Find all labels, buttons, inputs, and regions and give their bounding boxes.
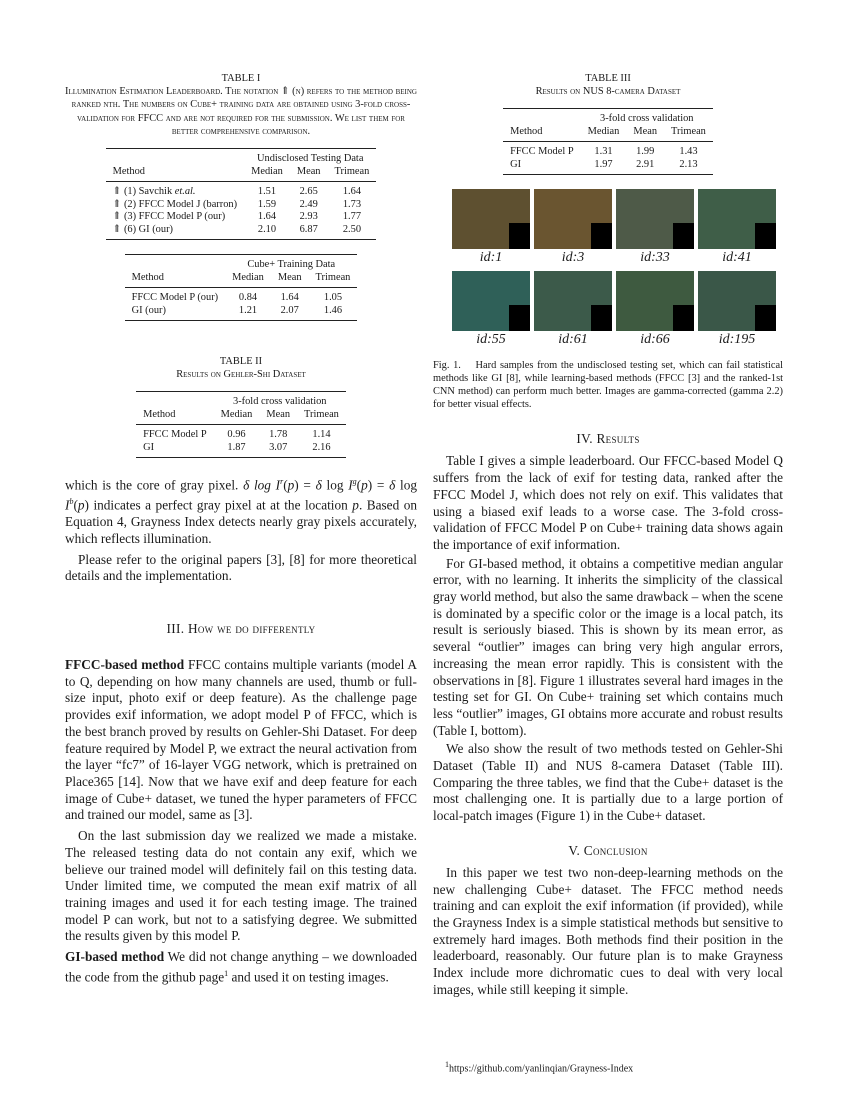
- image-id-label: id:33: [640, 250, 670, 266]
- figure-thumbnail: [534, 189, 612, 249]
- table3: 3-fold cross validation Method Median Mean Trimean FFCC Model P 1.31 1.99 1.43 GI 1.97 2.91 2.13: [503, 108, 713, 175]
- table1-label: TABLE I: [221, 73, 261, 84]
- section-heading: IV. Results: [576, 431, 640, 447]
- black-patch: [591, 223, 612, 249]
- figure-thumbnail: [698, 271, 776, 331]
- paragraph: For GI-based method, it obtains a competitive median angular error, with no learning. It inherits the simplicity of the classical gray world method, but also the same drawback – when the scene is dominated by a specific color or the image is a local patch, its result is seriously biased. This is shown by its mean error, as several “outlier” images can bring very high angular errors, increasing the mean error rapidly. This is consistent with the observations in [8]. Figure 1 illustrates several hard images in the testing set for GI. On Cube+ training set which contains much less “outlier” images, GI obtains more accurate and robust results (Table I, bottom).: [433, 555, 783, 738]
- paragraph: Please refer to the original papers [3], [8] for more theoretical details and the implementation.: [65, 551, 417, 584]
- figure-thumbnail: [616, 271, 694, 331]
- black-patch: [509, 223, 530, 249]
- table-row: GI (our) 1.21 2.07 1.46: [125, 305, 358, 321]
- black-patch: [755, 223, 776, 249]
- image-id-label: id:3: [561, 250, 585, 266]
- black-patch: [755, 305, 776, 331]
- table1-training: Cube+ Training Data Method Median Mean Trimean FFCC Model P (our) 0.84 1.64 1.05 GI (our) 1.21 2.07 1.46: [125, 254, 358, 321]
- col-header: Mean: [296, 165, 321, 177]
- table-row: GI 1.97 2.91 2.13: [503, 159, 713, 175]
- table-row: ⇑ (2) FFCC Model J (barron) 1.59 2.49 1.73: [112, 198, 362, 210]
- image-id-label: id:41: [722, 250, 752, 266]
- figure-thumbnail: [452, 271, 530, 331]
- table2-caption: Results on Gehler-Shi Dataset: [176, 369, 306, 381]
- table-row: ⇑ (6) GI (our) 2.10 6.87 2.50: [106, 224, 377, 240]
- table-row: FFCC Model P (our) 0.84 1.64 1.05: [131, 292, 343, 304]
- figure-1: [433, 189, 783, 411]
- section-heading: V. Conclusion: [568, 842, 648, 858]
- figure-thumbnail: [534, 271, 612, 331]
- table1-group-header: Undisclosed Testing Data: [257, 153, 364, 165]
- table2-label: TABLE II: [219, 356, 263, 368]
- paragraph: GI-based method We did not change anything – we downloaded the code from the github page$^1$ and used it on testing images.: [65, 949, 417, 985]
- image-id-label: id:1: [479, 250, 503, 266]
- footnote-link[interactable]: https://github.com/yanlinqian/Grayness-Index: [449, 1063, 634, 1075]
- figure-thumbnail: [616, 189, 694, 249]
- black-patch: [591, 305, 612, 331]
- col-header: Method: [112, 165, 145, 177]
- table-row: ⇑ (1) Savchik et.al. 1.51 2.65 1.64: [112, 186, 362, 198]
- table-row: FFCC Model P 0.96 1.78 1.14: [143, 429, 331, 441]
- paragraph: which is the core of gray pixel. δ $\log I^r(p) = \delta$ $\log I^g(p) = \delta$ $\log I^b(p)$ indicates a perfect gray pixel at at the location p. Based on Equation 4, Grayness Index detects nearly gray pixels accurately, which reflects illumination.: [65, 477, 418, 546]
- table1-testing: [106, 148, 377, 240]
- table-row: ⇑ (3) FFCC Model P (our) 1.64 2.93 1.77: [112, 211, 362, 223]
- image-id-label: id:195: [718, 332, 756, 348]
- black-patch: [673, 223, 694, 249]
- col-header: Median: [251, 165, 283, 177]
- image-id-label: id:66: [640, 332, 670, 348]
- table1-sub-group-header: Cube+ Training Data: [247, 259, 336, 271]
- figure-thumbnail: [698, 189, 776, 249]
- footnote: $^1$https://github.com/yanlinqian/Grayness-Index: [445, 1060, 634, 1075]
- left-body: [65, 474, 417, 986]
- paragraph: On the last submission day we realized we made a mistake. The released testing data do not contain any exif, which we believe our trained model will definitely fail on this testing data. Under limited time, we computed the mean exif matrix of all training images and used it for each testing image. The trained model P can work, but not to a satisfying degree. We submitted the results given by this model P.: [65, 828, 417, 944]
- image-id-label: id:61: [558, 332, 588, 348]
- table1-caption: Illumination Estimation Leaderboard. The notation ⇑ (n) refers to the method being ranked nth. The numbers on Cube+ training data are obtained using 3-fold cross-validation for FFCC and are not required for the submission. We list them for better comprehensive comparison.: [65, 86, 417, 137]
- black-patch: [673, 305, 694, 331]
- paragraph: FFCC-based method FFCC contains multiple variants (model A to Q, depending on how many channels are used, thumb or full-size input, photo exif or deep feature). As the challenge page provides exif information, we adopt model P of FFCC, which is the best branch proved by results on Gehler-Shi Dataset. For deep feature required by Model P, we extract the neural activation from the layer “fc7” of 16-layer VGG network, which is pretrained on Place365 [14]. Now that we have exif and deep feature for each image of Cube+ dataset, we tuned the hyper parameters of FFCC and trained our model, same as [3].: [65, 657, 417, 823]
- paragraph: In this paper we test two non-deep-learning methods on the new challenging Cube+ dataset. The FFCC method needs training and can exploit the exif information (if provided), while the Grayness Index is a simple statistical methods but sensitive to extremely hard images. Both methods find their position in the leaderboard, reasonably. Our future plan is to make Grayness Index include more dichromatic cues to deal with very local images, while still keeping it simple.: [433, 864, 783, 997]
- section-heading: III. How we do differently: [166, 621, 316, 637]
- black-patch: [509, 305, 530, 331]
- col-header: Trimean: [334, 165, 370, 177]
- table-row: GI 1.87 3.07 2.16: [136, 442, 346, 458]
- figure-thumbnail: [452, 189, 530, 249]
- paragraph: Table I gives a simple leaderboard. Our FFCC-based Model Q suffers from the lack of exif for testing data, ranked after the FFCC Model J, which does not rely on exif. This validates that using a biased exif leads to a worse case. The 3-fold cross-validation of FFCC Model P on Cube+ training data shows again the importance of exif information.: [433, 453, 783, 552]
- left-column: [65, 72, 417, 458]
- table2: 3-fold cross validation Method Median Mean Trimean FFCC Model P 0.96 1.78 1.14 GI 1.87 3.07 2.16: [136, 391, 346, 458]
- figure-caption: Fig. 1. Hard samples from the undisclosed testing set, which can fail statistical methods like GI [8], while learning-based methods (FFCC [3] and the ranked-1st CNN method) can perform much better. Images are gamma-corrected (gamma 2.2) for better visual effects.: [433, 360, 783, 411]
- table3-caption: Results on NUS 8-camera Dataset: [535, 86, 681, 98]
- table-row: FFCC Model P 1.31 1.99 1.43: [510, 146, 698, 158]
- table3-label: TABLE III: [585, 73, 631, 84]
- paragraph: We also show the result of two methods tested on Gehler-Shi Dataset (Table II) and NUS 8-camera Dataset (Table III). Comparing the three tables, we find that the Cube+ dataset is the most challenging one. It is partially due to a large portion of local-patch images (Figure 1) in the Cube+ dataset.: [433, 741, 783, 824]
- right-column: [433, 72, 783, 999]
- image-id-label: id:55: [476, 332, 506, 348]
